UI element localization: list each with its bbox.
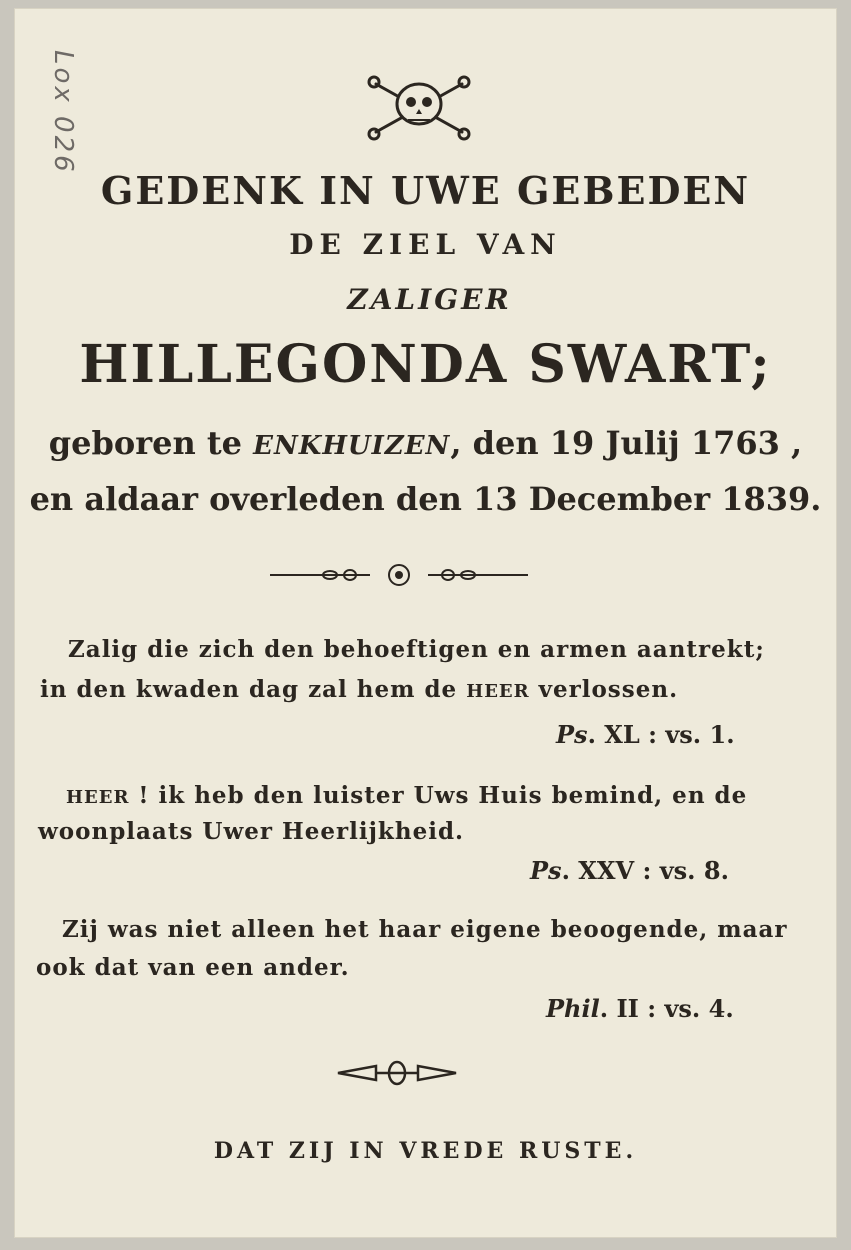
- heading-line-1: GEDENK IN UWE GEBEDEN: [100, 168, 751, 213]
- verse-2-line-1: [66, 782, 747, 809]
- death-line: en aldaar overleden den 13 December 1839.: [29, 480, 822, 518]
- pencil-annotation: Lox 026: [48, 50, 78, 175]
- verse-3-line-2: ook dat van een ander.: [36, 954, 350, 981]
- verse-2-line-2: woonplaats Uwer Heerlijkheid.: [38, 818, 465, 845]
- heading-line-2: DE ZIEL VAN: [289, 228, 562, 261]
- verse-3-chapter: . II : vs. 4.: [599, 994, 734, 1023]
- ornamental-divider: [270, 562, 528, 588]
- verse-2-book: Ps: [530, 856, 562, 885]
- verse-3-line-1: Zij was niet alleen het haar eigene beoogende, maar: [62, 916, 788, 943]
- verse-1-chapter: . XL : vs. 1.: [587, 720, 735, 749]
- verse-2-chapter: . XXV : vs. 8.: [561, 856, 729, 885]
- verse-1-text-end: verlossen.: [529, 676, 679, 703]
- heading-line-3: ZALIGER: [347, 283, 512, 316]
- closing-line: DAT ZIJ IN VREDE RUSTE.: [213, 1138, 638, 1164]
- verse-1-reference: [556, 720, 735, 749]
- skull-crossbones-icon: [364, 72, 474, 142]
- verse-1-text: in den kwaden dag zal hem de: [40, 676, 467, 703]
- verse-1-book: Ps: [556, 720, 588, 749]
- birth-line: [0, 424, 851, 462]
- verse-3-book: Phil: [546, 994, 600, 1023]
- verse-1-line-1: Zalig die zich den behoeftigen en armen aantrekt;: [68, 636, 765, 663]
- verse-2-lord: HEER: [66, 787, 130, 808]
- birth-prefix: geboren te: [48, 424, 254, 462]
- small-ornament: [336, 1060, 458, 1086]
- verse-1-line-2: [40, 676, 678, 703]
- birth-place: ENKHUIZEN: [253, 431, 451, 461]
- verse-3-reference: [546, 994, 734, 1023]
- deceased-name: HILLEGONDA SWART;: [79, 334, 772, 395]
- verse-2-text: ! ik heb den luister Uws Huis bemind, en de: [129, 782, 748, 809]
- birth-date: , den 19 Julij 1763 ,: [450, 424, 803, 462]
- verse-1-lord: HEER: [466, 681, 530, 702]
- verse-2-reference: [530, 856, 729, 885]
